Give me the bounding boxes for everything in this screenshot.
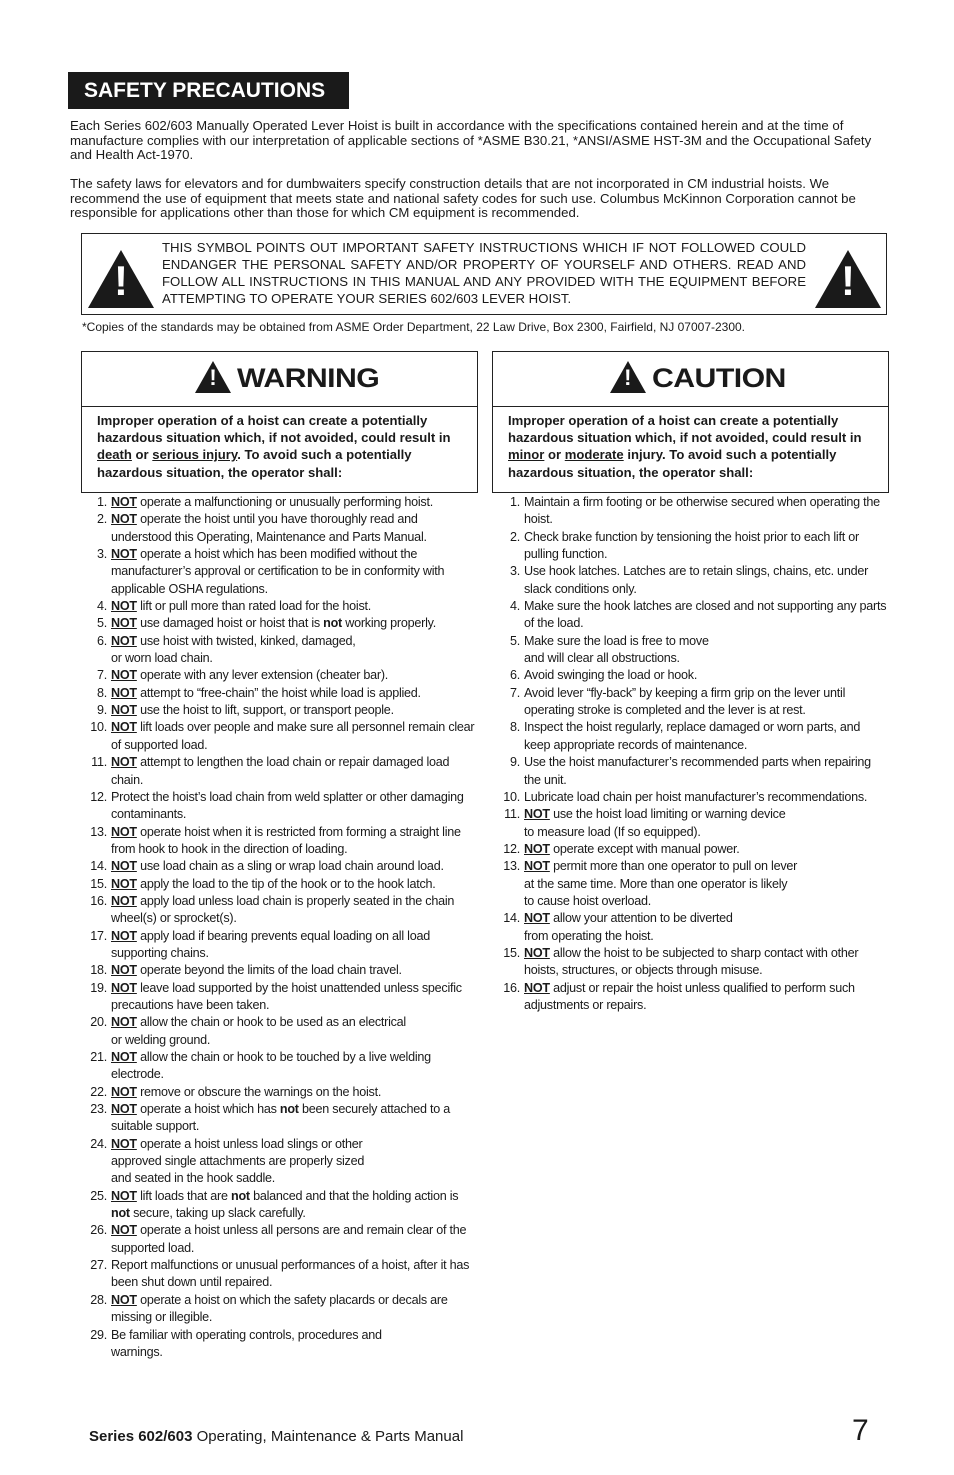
not-emphasis: NOT <box>111 1084 137 1099</box>
item-number: 23. <box>90 1102 107 1117</box>
item-number: 22. <box>90 1084 107 1099</box>
item-number: 14. <box>503 911 520 926</box>
not-emphasis: NOT <box>111 859 137 874</box>
not-emphasis: NOT <box>524 859 550 874</box>
not-emphasis: NOT <box>524 807 550 822</box>
item-number: 18. <box>90 963 107 978</box>
list-item: 15. NOT allow the hoist to be subjected to sharp contact with other hoists, structures, or objects through misuse. <box>497 945 889 980</box>
not-emphasis: NOT <box>111 668 137 683</box>
item-number: 11. <box>91 755 107 770</box>
item-number: 15. <box>90 876 107 891</box>
item-number: 8. <box>509 720 520 735</box>
item-number: 28. <box>90 1292 107 1307</box>
item-number: 12. <box>503 841 520 856</box>
list-item: 17. NOT apply load if bearing prevents equal loading on all load supporting chains. <box>84 928 476 963</box>
warning-triangle-icon: ! <box>610 361 646 393</box>
list-item: 28. NOT operate a hoist on which the safety placards or decals are missing or illegible. <box>84 1292 476 1327</box>
list-item: 20. NOT allow the chain or hook to be used as an electrical or welding ground. <box>84 1014 476 1049</box>
item-number: 9. <box>96 703 107 718</box>
page-number: 7 <box>852 1414 869 1447</box>
list-item: 14. NOT allow your attention to be diverted from operating the hoist. <box>497 910 889 945</box>
not-emphasis: NOT <box>111 599 137 614</box>
not-emphasis: NOT <box>111 928 137 943</box>
list-item: 27. Report malfunctions or unusual performances of a hoist, after it has been shut down until repaired. <box>84 1257 476 1292</box>
not-emphasis: NOT <box>524 911 550 926</box>
section-title: SAFETY PRECAUTIONS <box>68 72 349 109</box>
caution-header <box>493 352 888 407</box>
not-emphasis: NOT <box>111 1188 137 1203</box>
list-item: 6. NOT use hoist with twisted, kinked, damaged, or worn load chain. <box>84 633 476 668</box>
list-item: 23. NOT operate a hoist which has not been securely attached to a suitable support. <box>84 1101 476 1136</box>
not-emphasis: NOT <box>111 824 137 839</box>
list-item: 9. NOT use the hoist to lift, support, or transport people. <box>84 702 476 719</box>
not-emphasis: NOT <box>111 720 137 735</box>
list-item: 25. NOT lift loads that are not balanced and that the holding action is not secure, taking up slack carefully. <box>84 1188 476 1223</box>
list-item: 5. Make sure the load is free to move and will clear all obstructions. <box>497 633 889 668</box>
not-emphasis: NOT <box>524 980 550 995</box>
list-item: 4. Make sure the hook latches are closed and not supporting any parts of the load. <box>497 598 889 633</box>
not-emphasis: NOT <box>111 547 137 562</box>
list-item: 4. NOT lift or pull more than rated load for the hoist. <box>84 598 476 615</box>
not-emphasis: NOT <box>111 633 137 648</box>
item-number: 17. <box>90 928 107 943</box>
item-number: 9. <box>509 755 520 770</box>
warning-intro: Improper operation of a hoist can create a potentially hazardous situation which, if not avoided, could result in death or serious injury. To avoid such a potentially hazardous situation, the operator shall: <box>97 413 451 480</box>
item-number: 3. <box>509 564 520 579</box>
item-number: 5. <box>96 616 107 631</box>
item-number: 3. <box>96 547 107 562</box>
not-emphasis: NOT <box>111 755 137 770</box>
item-number: 6. <box>96 633 107 648</box>
not-emphasis: NOT <box>111 1102 137 1117</box>
list-item: 13. NOT operate hoist when it is restricted from forming a straight line from hook to hook in the direction of loading. <box>84 824 476 859</box>
list-item: 19. NOT leave load supported by the hoist unattended unless specific precautions have been taken. <box>84 980 476 1015</box>
list-item: 1. Maintain a firm footing or be otherwise secured when operating the hoist. <box>497 494 889 529</box>
list-item: 3. Use hook latches. Latches are to retain slings, chains, etc. under slack conditions only. <box>497 563 889 598</box>
caution-list <box>497 494 889 1014</box>
item-number: 12. <box>90 789 107 804</box>
item-number: 26. <box>90 1223 107 1238</box>
list-item: 16. NOT apply load unless load chain is properly seated in the chain wheel(s) or sprocket(s). <box>84 893 476 928</box>
item-number: 24. <box>90 1136 107 1151</box>
list-item: 12. NOT operate except with manual power. <box>497 841 889 858</box>
item-number: 2. <box>509 529 520 544</box>
list-item: 24. NOT operate a hoist unless load slings or other approved single attachments are properly sized and seated in the hook saddle. <box>84 1136 476 1188</box>
not-emphasis: NOT <box>111 616 137 631</box>
item-number: 15. <box>503 945 520 960</box>
item-number: 11. <box>504 807 520 822</box>
list-item: 15. NOT apply the load to the tip of the hook or to the hook latch. <box>84 876 476 893</box>
item-number: 27. <box>90 1258 107 1273</box>
not-emphasis: NOT <box>111 1136 137 1151</box>
list-item: 10. NOT lift loads over people and make sure all personnel remain clear of supported load. <box>84 719 476 754</box>
item-number: 6. <box>509 668 520 683</box>
not-emphasis: NOT <box>111 495 137 509</box>
item-number: 10. <box>90 720 107 735</box>
not-emphasis: NOT <box>111 980 137 995</box>
item-number: 29. <box>90 1327 107 1342</box>
item-number: 14. <box>90 859 107 874</box>
item-number: 7. <box>96 668 107 683</box>
warning-triangle-icon: ! <box>815 250 881 308</box>
list-item: 2. Check brake function by tensioning the hoist prior to each lift or pulling function. <box>497 529 889 564</box>
list-item: 21. NOT allow the chain or hook to be touched by a live welding electrode. <box>84 1049 476 1084</box>
item-number: 2. <box>96 512 107 527</box>
not-emphasis: NOT <box>111 703 137 718</box>
list-item: 16. NOT adjust or repair the hoist unless qualified to perform such adjustments or repairs. <box>497 980 889 1015</box>
caution-heading: CAUTION <box>651 363 786 393</box>
item-number: 8. <box>96 685 107 700</box>
not-emphasis: NOT <box>524 841 550 856</box>
not-emphasis: NOT <box>111 963 137 978</box>
list-item: 6. Avoid swinging the load or hook. <box>497 667 889 684</box>
not-emphasis: NOT <box>111 1050 137 1064</box>
standards-footnote: *Copies of the standards may be obtained from ASME Order Department, 22 Law Drive, Box 2300, Fairfield, NJ 07007-2300. <box>82 320 746 334</box>
item-number: 7. <box>509 685 520 700</box>
list-item: 7. NOT operate with any lever extension (cheater bar). <box>84 667 476 684</box>
not-emphasis: NOT <box>111 1223 137 1238</box>
list-item: 8. NOT attempt to “free-chain” the hoist while load is applied. <box>84 685 476 702</box>
item-number: 21. <box>90 1050 107 1064</box>
list-item: 7. Avoid lever “fly-back” by keeping a firm grip on the lever until operating stroke is completed and the lever is at rest. <box>497 685 889 720</box>
list-item: 3. NOT operate a hoist which has been modified without the manufacturer’s approval or certification to be in conformity with applicable OSHA regulations. <box>84 546 476 598</box>
not-emphasis: NOT <box>524 945 550 960</box>
intro-paragraph: The safety laws for elevators and for dumbwaiters specify construction details that are not incorporated in CM industrial hoists. We recommend the use of equipment that meets state and national safety codes for such use. Columbus McKinnon Corporation cannot be responsible for applications other than those for which CM equipment is recommended. <box>70 176 856 220</box>
item-number: 4. <box>96 599 107 614</box>
item-number: 13. <box>90 824 107 839</box>
list-item: 11. NOT attempt to lengthen the load chain or repair damaged load chain. <box>84 754 476 789</box>
list-item: 12. Protect the hoist’s load chain from weld splatter or other damaging contaminants. <box>84 789 476 824</box>
footer-manual-title: Series 602/603 Operating, Maintenance & Parts Manual <box>89 1428 464 1445</box>
warning-list <box>84 494 476 1361</box>
caution-panel <box>492 351 889 493</box>
item-number: 4. <box>509 599 520 614</box>
item-number: 13. <box>503 859 520 874</box>
list-item: 18. NOT operate beyond the limits of the load chain travel. <box>84 962 476 979</box>
list-item: 14. NOT use load chain as a sling or wrap load chain around load. <box>84 858 476 875</box>
list-item: 2. NOT operate the hoist until you have thoroughly read and understood this Operating, Maintenance and Parts Manual. <box>84 511 476 546</box>
warning-triangle-icon: ! <box>195 361 231 393</box>
item-number: 25. <box>90 1188 107 1203</box>
list-item: 26. NOT operate a hoist unless all persons are and remain clear of the supported load. <box>84 1222 476 1257</box>
item-number: 1. <box>96 495 107 509</box>
safety-symbol-notice <box>81 233 887 315</box>
item-number: 10. <box>503 789 520 804</box>
list-item: 5. NOT use damaged hoist or hoist that is not working properly. <box>84 615 476 632</box>
item-number: 16. <box>503 980 520 995</box>
caution-intro: Improper operation of a hoist can create a potentially hazardous situation which, if not avoided, could result in minor or moderate injury. To avoid such a potentially hazardous situation, the operator shall: <box>508 413 862 480</box>
item-number: 1. <box>509 495 520 509</box>
not-emphasis: NOT <box>111 1015 137 1030</box>
list-item: 10. Lubricate load chain per hoist manufacturer’s recommendations. <box>497 789 889 806</box>
warning-heading: WARNING <box>237 363 380 393</box>
symbol-notice-text: THIS SYMBOL POINTS OUT IMPORTANT SAFETY INSTRUCTIONS WHICH IF NOT FOLLOWED COULD ENDANGER THE PERSONAL SAFETY AND/OR PROPERTY OF YOURSELF AND OTHERS. READ AND FOLLOW ALL INSTRUCTIONS IN THIS MANUAL AND ANY PROVIDED WITH THE EQUIPMENT BEFORE ATTEMPTING TO OPERATE YOUR SERIES 602/603 LEVER HOIST. <box>162 240 806 306</box>
list-item: 13. NOT permit more than one operator to pull on lever at the same time. More than one operator is likely to cause hoist overload. <box>497 858 889 910</box>
item-number: 5. <box>509 633 520 648</box>
list-item: 8. Inspect the hoist regularly, replace damaged or worn parts, and keep appropriate records of maintenance. <box>497 719 889 754</box>
not-emphasis: NOT <box>111 685 137 700</box>
intro-paragraph: Each Series 602/603 Manually Operated Lever Hoist is built in accordance with the specifications contained herein and at the time of manufacture complies with our interpretation of applicable sections of *ASME B30.21, *ANSI/ASME HST-3M and the Occupational Safety and Health Act-1970. <box>70 118 872 162</box>
list-item: 29. Be familiar with operating controls, procedures and warnings. <box>84 1327 476 1362</box>
not-emphasis: NOT <box>111 893 137 908</box>
item-number: 20. <box>90 1015 107 1030</box>
warning-panel <box>81 351 478 493</box>
list-item: 1. NOT operate a malfunctioning or unusually performing hoist. <box>84 494 476 511</box>
item-number: 16. <box>90 893 107 908</box>
warning-triangle-icon: ! <box>88 250 154 308</box>
not-emphasis: NOT <box>111 512 137 527</box>
list-item: 11. NOT use the hoist load limiting or warning device to measure load (If so equipped). <box>497 806 889 841</box>
warning-header <box>82 352 477 407</box>
list-item: 9. Use the hoist manufacturer’s recommended parts when repairing the unit. <box>497 754 889 789</box>
not-emphasis: NOT <box>111 876 137 891</box>
list-item: 22. NOT remove or obscure the warnings on the hoist. <box>84 1084 476 1101</box>
not-emphasis: NOT <box>111 1292 137 1307</box>
item-number: 19. <box>90 980 107 995</box>
